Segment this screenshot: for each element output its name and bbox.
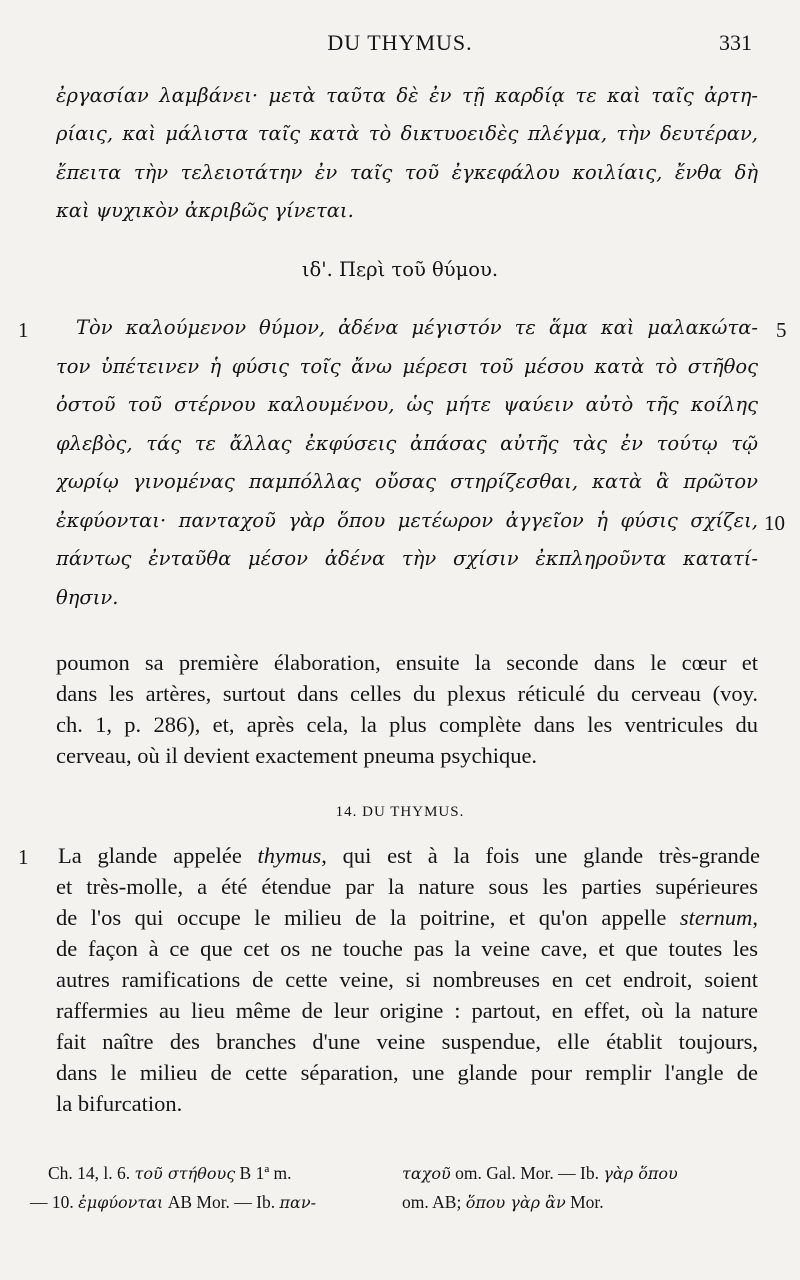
french-intro-line: poumon sa première élaboration, ensuite la seconde dans le cœur et bbox=[56, 650, 758, 675]
greek-intro-line: ἔπειτα τὴν τελειοτάτην ἐν ταῖς τοῦ ἐγκεφάλου κοιλίαις, ἔνθα δὴ bbox=[56, 161, 758, 184]
footnote-greek: παν- bbox=[279, 1193, 316, 1212]
footnote-text: om. AB; bbox=[402, 1192, 466, 1212]
text-run: fait naître des branches d'une veine suspendue, elle établit toujours, bbox=[56, 1029, 758, 1054]
french-chapter-line bbox=[56, 1091, 758, 1117]
text-run: autres ramifications de cette veine, si nombreuses en cet endroit, soient bbox=[56, 967, 758, 992]
italic-term: sternum bbox=[679, 905, 753, 930]
footnote-greek: τοῦ στήθους bbox=[134, 1164, 236, 1183]
french-intro-line: ch. 1, p. 286), et, après cela, la plus complète dans les ventricules du bbox=[56, 712, 758, 737]
greek-intro-line: καὶ ψυχικὸν ἀκριβῶς γίνεται. bbox=[56, 199, 354, 222]
french-margin-line-number: 1 bbox=[18, 845, 29, 869]
text-run: dans le milieu de cette séparation, une glande pour remplir l'angle de bbox=[56, 1060, 758, 1085]
greek-chapter-line: ὀστοῦ τοῦ στέρνου καλουμένου, ὡς μήτε ψαύειν αὐτὸ τῆς κοίλης bbox=[56, 393, 758, 416]
french-chapter-line bbox=[56, 905, 758, 931]
greek-chapter-line: φλεβὸς, τάς τε ἄλλας ἐκφύσεις ἀπάσας αὐτῆς τὰς ἐν τούτῳ τῷ bbox=[56, 432, 758, 455]
french-chapter-line bbox=[56, 874, 758, 900]
footnote-text: AB Mor. — Ib. bbox=[163, 1192, 280, 1212]
greek-chapter-line: Τὸν καλούμενον θύμον, ἀδένα μέγιστόν τε ἅμα καὶ μαλακώτα- bbox=[76, 316, 758, 339]
page-header bbox=[0, 30, 800, 60]
footnote-greek: ταχοῦ bbox=[402, 1164, 451, 1183]
footnote-left-line bbox=[48, 1163, 292, 1184]
text-run: et très-molle, a été étendue par la nature sous les parties supérieures bbox=[56, 874, 758, 899]
greek-chapter-line: θησιν. bbox=[56, 586, 119, 609]
text-run: de l'os qui occupe le milieu de la poitrine, et qu'on appelle bbox=[56, 905, 680, 930]
french-intro-line: dans les artères, surtout dans celles du plexus réticulé du cerveau (voy. bbox=[56, 681, 758, 706]
greek-margin-line-number: 10 bbox=[764, 511, 785, 535]
french-chapter-line bbox=[56, 998, 758, 1024]
greek-chapter-line: τον ὑπέτεινεν ἡ φύσις τοῖς ἄνω μέρεσι τοῦ μέσου κατὰ τὸ στῆθος bbox=[56, 355, 758, 378]
greek-margin-line-number: 1 bbox=[18, 318, 29, 342]
footnote-text: om. Gal. Mor. — Ib. bbox=[450, 1163, 604, 1183]
greek-chapter-line: πάντως ἐνταῦθα μέσον ἀδένα τὴν σχίσιν ἐκπληροῦντα κατατί- bbox=[56, 547, 758, 570]
french-intro-line: cerveau, où il devient exactement pneuma psychique. bbox=[56, 743, 538, 768]
page-number: 331 bbox=[719, 30, 752, 55]
greek-margin-line-number: 5 bbox=[776, 318, 787, 342]
greek-intro-line: ρίαις, καὶ μάλιστα ταῖς κατὰ τὸ δικτυοειδὲς πλέγμα, τὴν δευτέραν, bbox=[56, 122, 758, 145]
greek-chapter-heading: ιδ'. Περὶ τοῦ θύμου. bbox=[301, 258, 499, 281]
french-chapter-line bbox=[56, 1029, 758, 1055]
text-run: raffermies au lieu même de leur origine : partout, en effet, où la nature bbox=[56, 998, 758, 1023]
french-chapter-line bbox=[56, 967, 758, 993]
french-chapter-line bbox=[58, 843, 760, 869]
french-chapter-heading: 14. DU THYMUS. bbox=[335, 804, 465, 820]
greek-intro-line: ἐργασίαν λαμβάνει· μετὰ ταῦτα δὲ ἐν τῇ καρδίᾳ τε καὶ ταῖς ἀρτη- bbox=[56, 84, 758, 107]
footnote-right-line bbox=[402, 1163, 678, 1184]
french-chapter-line bbox=[56, 1060, 758, 1086]
greek-chapter-line: χωρίῳ γινομένας παμπόλλας οὔσας στηρίζεσθαι, κατὰ ἃ πρῶτον bbox=[56, 470, 758, 493]
footnote-greek: ὅπου γὰρ ἂν bbox=[465, 1193, 566, 1212]
footnote-left-line bbox=[30, 1192, 316, 1213]
text-run: , qui est à la fois une glande très-grande bbox=[321, 843, 760, 868]
footnote-greek: γὰρ ὅπου bbox=[603, 1164, 678, 1183]
footnote-text: B 1ª m. bbox=[235, 1163, 292, 1183]
text-run: La glande appelée bbox=[58, 843, 258, 868]
text-run: , bbox=[752, 905, 758, 930]
french-chapter-line bbox=[56, 936, 758, 962]
text-run: la bifurcation. bbox=[56, 1091, 183, 1116]
italic-term: thymus bbox=[257, 843, 322, 868]
running-title: DU THYMUS. bbox=[327, 30, 473, 55]
footnote-ref: Ch. 14, l. 6. bbox=[48, 1163, 135, 1183]
footnote-text: Mor. bbox=[565, 1192, 604, 1212]
footnote-ref: — 10. bbox=[30, 1192, 79, 1212]
footnote-right-line bbox=[402, 1192, 604, 1213]
text-run: de façon à ce que cet os ne touche pas la veine cave, et que toutes les bbox=[56, 936, 758, 961]
footnote-greek: ἐμφύονται bbox=[78, 1193, 164, 1212]
greek-chapter-line: ἐκφύονται· πανταχοῦ γὰρ ὅπου μετέωρον ἀγγεῖον ἡ φύσις σχίζει, bbox=[56, 509, 758, 532]
